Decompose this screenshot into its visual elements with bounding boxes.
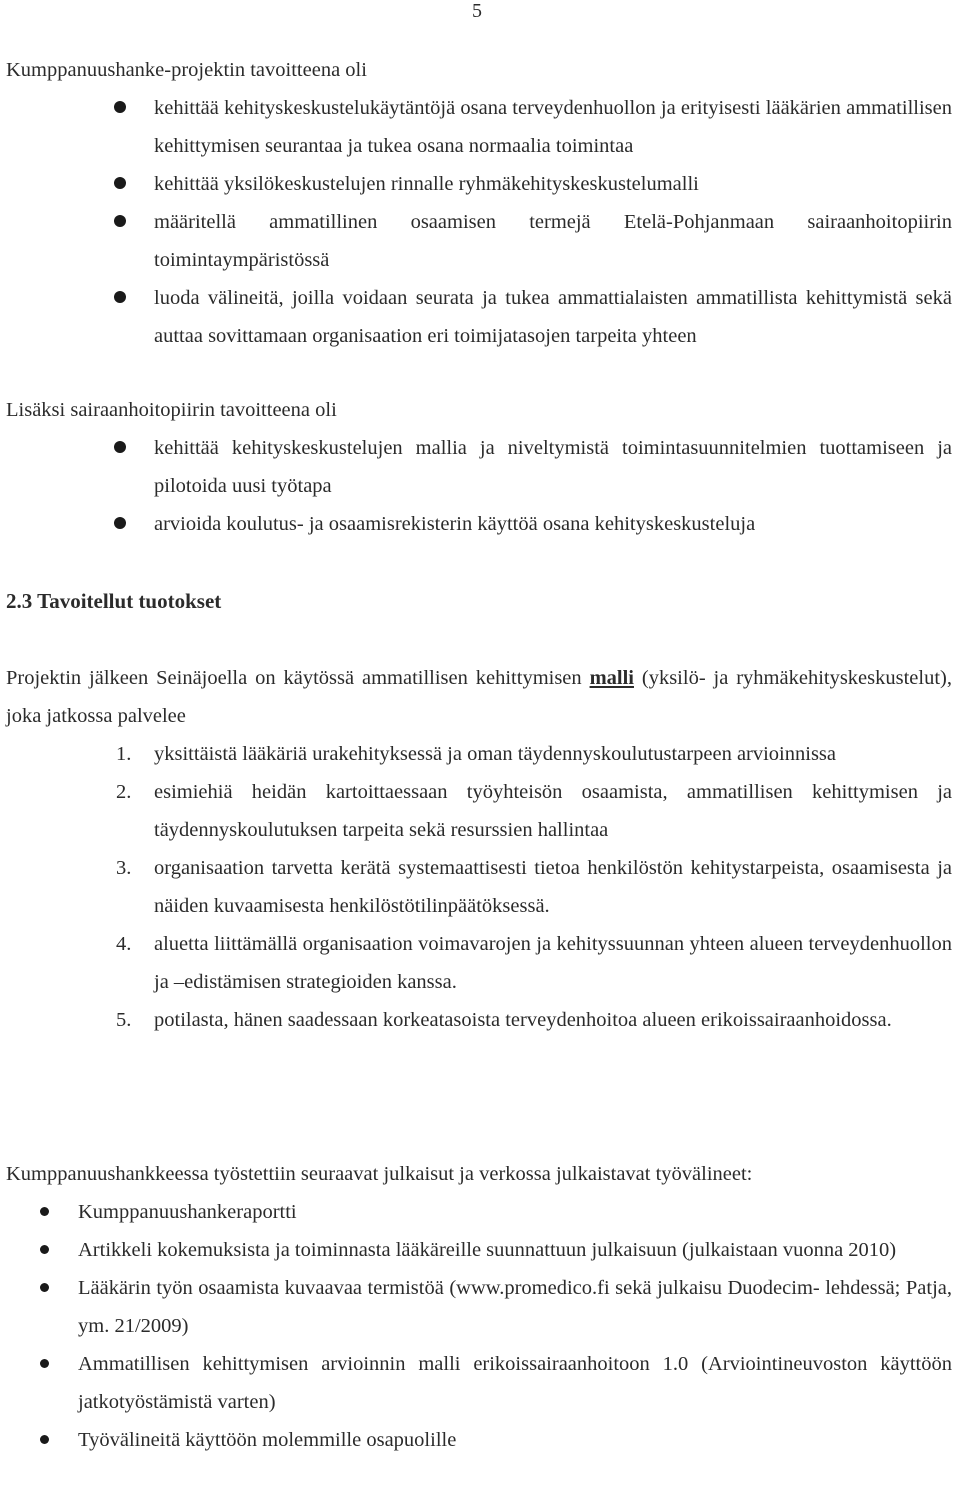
bullet-icon (40, 1435, 49, 1444)
list-item: Kumppanuushankeraportti (78, 1193, 952, 1231)
item-number: 3. (116, 857, 132, 879)
hospital-goals-intro: Lisäksi sairaanhoitopiirin tavoitteena oli (6, 399, 337, 421)
page-number: 5 (472, 0, 482, 22)
list-item: Artikkeli kokemuksista ja toiminnasta lääkäreille suunnattuun julkaisuun (julkaistaan vuonna 2010) (78, 1231, 952, 1269)
bullet-icon (40, 1283, 49, 1292)
bullet-icon (114, 177, 126, 189)
bullet-icon (114, 517, 126, 529)
list-item: 2. esimiehiä heidän kartoittaessaan työyhteisön osaamista, ammatillisen kehittymisen ja täydennyskoulutuksen tarpeita sekä resurssien hallintaa (154, 773, 952, 849)
list-item: Lääkärin työn osaamista kuvaavaa termistöä (www.promedico.fi sekä julkaisu Duodecim- lehdessä; Patja, ym. 21/2009) (78, 1269, 952, 1345)
item-number: 5. (116, 1009, 132, 1031)
bullet-icon (40, 1207, 49, 1216)
goals-list (154, 89, 952, 355)
section-heading: 2.3 Tavoitellut tuotokset (6, 589, 222, 613)
hospital-goals-list (154, 429, 952, 543)
list-item: kehittää kehityskeskustelukäytäntöjä osana terveydenhuollon ja erityisesti lääkärien ammatillisen kehittymisen seurantaa ja tukea osana normaalia toimintaa (154, 89, 952, 165)
list-item: määritellä ammatillinen osaamisen termejä Etelä-Pohjanmaan sairaanhoitopiirin toimintaympäristössä (154, 203, 952, 279)
list-item: 1. yksittäistä lääkäriä urakehityksessä ja oman täydennyskoulutustarpeen arvioinnissa (154, 735, 952, 773)
results-paragraph: Projektin jälkeen Seinäjoella on käytössä ammatillisen kehittymisen malli (yksilö- ja ryhmäkehityskeskustelut), joka jatkossa palvelee (6, 667, 952, 727)
publications-intro: Kumppanuushankkeessa työstettiin seuraavat julkaisut ja verkossa julkaistavat työvälineet: (6, 1163, 753, 1185)
list-item: 5. potilasta, hänen saadessaan korkeatasoista terveydenhoitoa alueen erikoissairaanhoidossa. (154, 1001, 952, 1039)
list-item: kehittää yksilökeskustelujen rinnalle ryhmäkehityskeskustelumalli (154, 165, 952, 203)
item-number: 2. (116, 781, 132, 803)
bullet-icon (114, 101, 126, 113)
results-list (116, 735, 952, 1039)
goals-intro: Kumppanuushanke-projektin tavoitteena oli (6, 59, 367, 81)
item-number: 1. (116, 743, 132, 765)
item-number: 4. (116, 933, 132, 955)
publications-list (78, 1193, 952, 1459)
list-item: luoda välineitä, joilla voidaan seurata ja tukea ammattialaisten ammatillista kehittymistä sekä auttaa sovittamaan organisaation eri toimijatasojen tarpeita yhteen (154, 279, 952, 355)
list-item: Työvälineitä käyttöön molemmille osapuolille (78, 1421, 952, 1459)
bullet-icon (114, 215, 126, 227)
emphasis-term: malli (589, 667, 634, 689)
bullet-icon (40, 1359, 49, 1368)
list-item: Ammatillisen kehittymisen arvioinnin malli erikoissairaanhoitoon 1.0 (Arviointineuvoston käyttöön jatkotyöstämistä varten) (78, 1345, 952, 1421)
bullet-icon (114, 291, 126, 303)
list-item: arvioida koulutus- ja osaamisrekisterin käyttöä osana kehityskeskusteluja (154, 505, 952, 543)
list-item: 4. aluetta liittämällä organisaation voimavarojen ja kehityssuunnan yhteen alueen terveydenhuollon ja –edistämisen strategioiden kanssa. (154, 925, 952, 1001)
bullet-icon (40, 1245, 49, 1254)
bullet-icon (114, 441, 126, 453)
list-item: 3. organisaation tarvetta kerätä systemaattisesti tietoa henkilöstön kehitystarpeista, osaamisesta ja näiden kuvaamisesta henkilöstötilinpäätöksessä. (154, 849, 952, 925)
list-item: kehittää kehityskeskustelujen mallia ja niveltymistä toimintasuunnitelmien tuottamiseen ja pilotoida uusi työtapa (154, 429, 952, 505)
